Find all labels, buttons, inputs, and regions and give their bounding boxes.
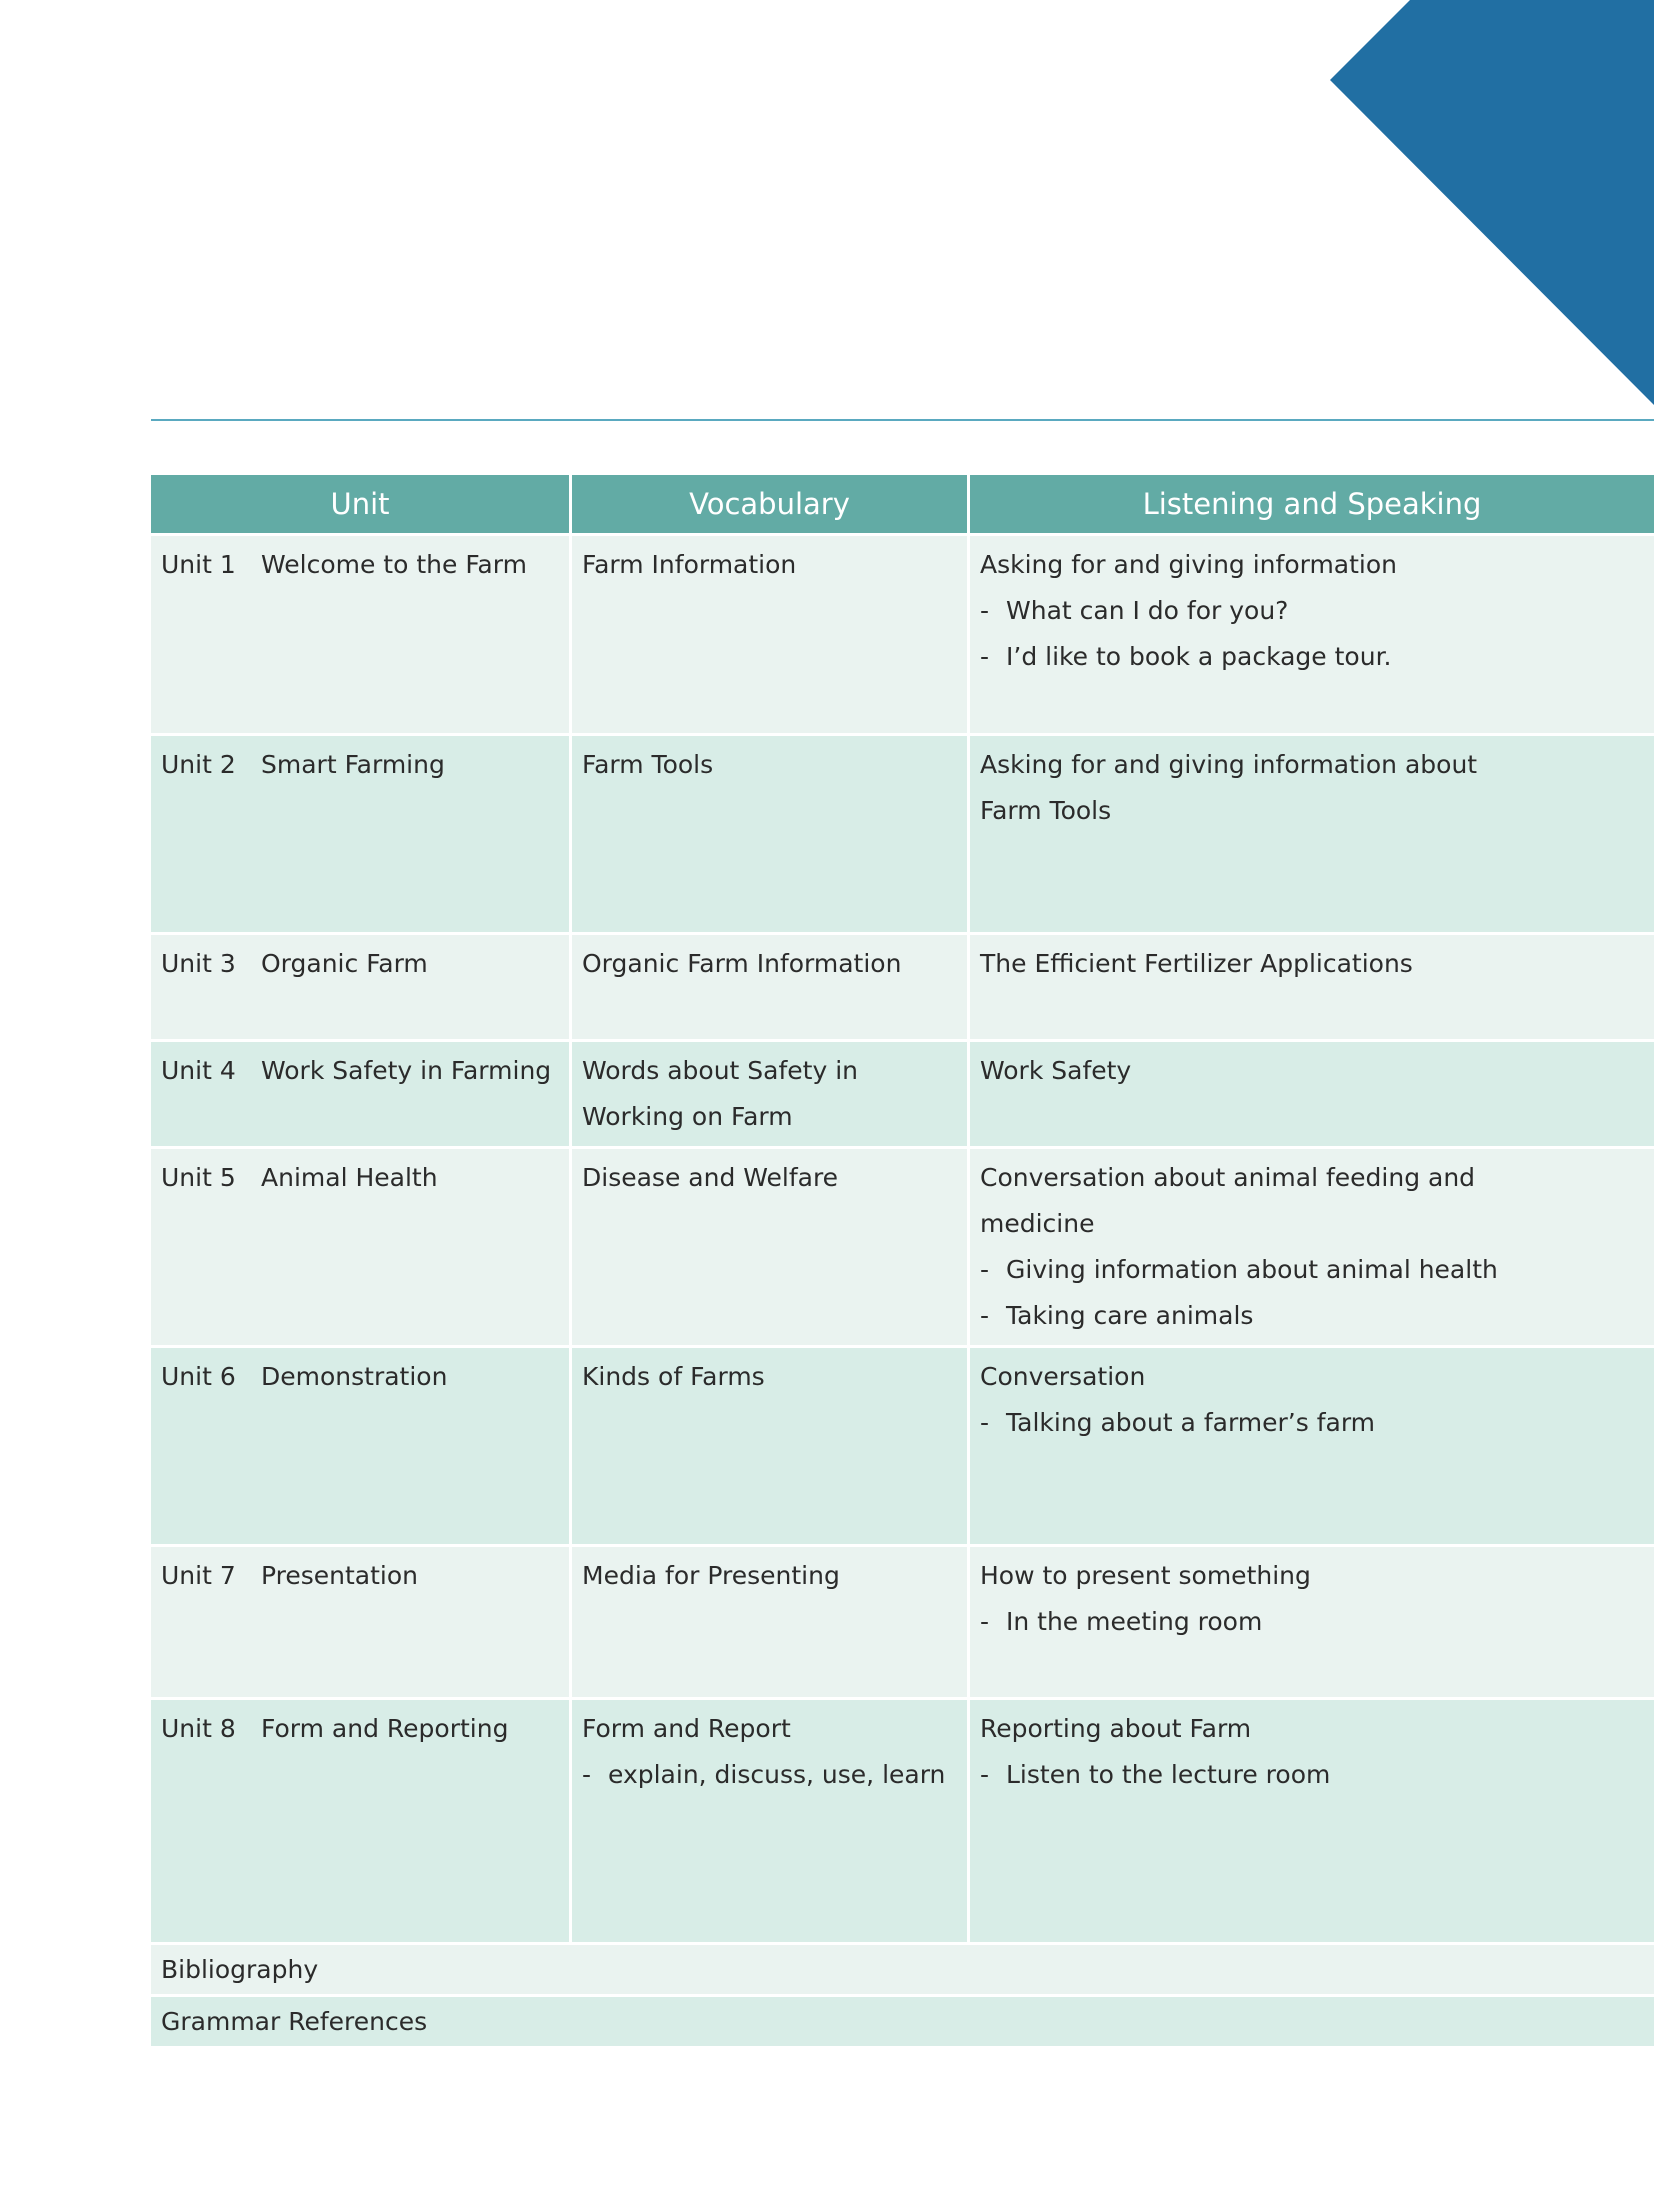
vocabulary-text: Organic Farm Information [582, 949, 902, 978]
listening-cell [970, 1348, 1654, 1544]
bibliography-row: Bibliography [151, 1942, 1654, 1994]
unit-cell [151, 1700, 572, 1942]
table-row [151, 1345, 1654, 1544]
table-row [151, 1039, 1654, 1146]
listening-cell [970, 1149, 1654, 1345]
top-divider [151, 419, 1654, 421]
listening-text: How to present something [980, 1561, 1311, 1590]
unit-number: Unit 2 [161, 750, 236, 779]
listening-cell [970, 935, 1654, 1039]
vocabulary-text: Form and Report [582, 1714, 791, 1743]
listening-bullet: - What can I do for you? [980, 596, 1289, 625]
unit-cell [151, 536, 572, 733]
header-listening-speaking: Listening and Speaking [1142, 487, 1482, 521]
unit-title: Work Safety in Farming [261, 1056, 552, 1085]
unit-cell [151, 1042, 572, 1146]
listening-text: Conversation about animal feeding and medicine [980, 1163, 1476, 1238]
listening-cell [970, 736, 1654, 932]
table-row [151, 932, 1654, 1039]
listening-bullet: - Listen to the lecture room [980, 1760, 1331, 1789]
unit-cell [151, 935, 572, 1039]
vocabulary-text: Kinds of Farms [582, 1362, 765, 1391]
listening-cell [970, 1700, 1654, 1942]
table-row [151, 733, 1654, 932]
unit-title: Animal Health [261, 1163, 438, 1192]
table-row [151, 1697, 1654, 1942]
listening-text: Conversation [980, 1362, 1146, 1391]
vocabulary-cell [572, 935, 970, 1039]
unit-number: Unit 3 [161, 949, 236, 978]
listening-bullet: - Talking about a farmer’s farm [980, 1408, 1376, 1437]
header-unit: Unit [151, 475, 572, 533]
table-header [151, 475, 1654, 533]
listening-bullet: - Taking care animals [980, 1301, 1254, 1330]
unit-cell [151, 736, 572, 932]
vocabulary-bullet: - explain, discuss, use, learn [582, 1760, 946, 1789]
unit-title: Welcome to the Farm [261, 550, 527, 579]
unit-cell [151, 1348, 572, 1544]
listening-cell [970, 1547, 1654, 1697]
unit-title: Presentation [261, 1561, 419, 1590]
vocabulary-cell [572, 1547, 970, 1697]
listening-text: Asking for and giving information [980, 550, 1398, 579]
table-row [151, 1146, 1654, 1345]
vocabulary-cell [572, 1042, 970, 1146]
unit-number: Unit 7 [161, 1561, 236, 1590]
vocabulary-cell [572, 1700, 970, 1942]
corner-decoration [1330, 0, 1654, 405]
vocabulary-text: Farm Tools [582, 750, 714, 779]
unit-title: Demonstration [261, 1362, 448, 1391]
unit-title: Smart Farming [261, 750, 445, 779]
table-of-contents [151, 475, 1654, 2046]
unit-title: Organic Farm [261, 949, 428, 978]
listening-cell [970, 536, 1654, 733]
unit-cell [151, 1149, 572, 1345]
vocabulary-cell [572, 536, 970, 733]
listening-cell [970, 1042, 1654, 1146]
table-row [151, 533, 1654, 733]
listening-bullet: - Giving information about animal health [980, 1255, 1498, 1284]
unit-title: Form and Reporting [261, 1714, 509, 1743]
vocabulary-text: Words about Safety in Working on Farm [582, 1056, 859, 1131]
vocabulary-text: Disease and Welfare [582, 1163, 839, 1192]
listening-text: Asking for and giving information about Farm Tools [980, 750, 1478, 825]
vocabulary-cell [572, 1348, 970, 1544]
grammar-references-row: Grammar References [151, 1994, 1654, 2046]
vocabulary-cell [572, 1149, 970, 1345]
unit-number: Unit 1 [161, 550, 236, 579]
listening-bullet: - I’d like to book a package tour. [980, 642, 1392, 671]
unit-cell [151, 1547, 572, 1697]
listening-bullet: - In the meeting room [980, 1607, 1263, 1636]
unit-number: Unit 5 [161, 1163, 236, 1192]
unit-number: Unit 6 [161, 1362, 236, 1391]
listening-text: Reporting about Farm [980, 1714, 1252, 1743]
vocabulary-cell [572, 736, 970, 932]
unit-number: Unit 8 [161, 1714, 236, 1743]
vocabulary-text: Farm Information [582, 550, 797, 579]
listening-text: The Efficient Fertilizer Applications [980, 949, 1413, 978]
listening-text: Work Safety [980, 1056, 1132, 1085]
table-row [151, 1544, 1654, 1697]
header-vocabulary: Vocabulary [572, 475, 970, 533]
unit-number: Unit 4 [161, 1056, 236, 1085]
vocabulary-text: Media for Presenting [582, 1561, 840, 1590]
